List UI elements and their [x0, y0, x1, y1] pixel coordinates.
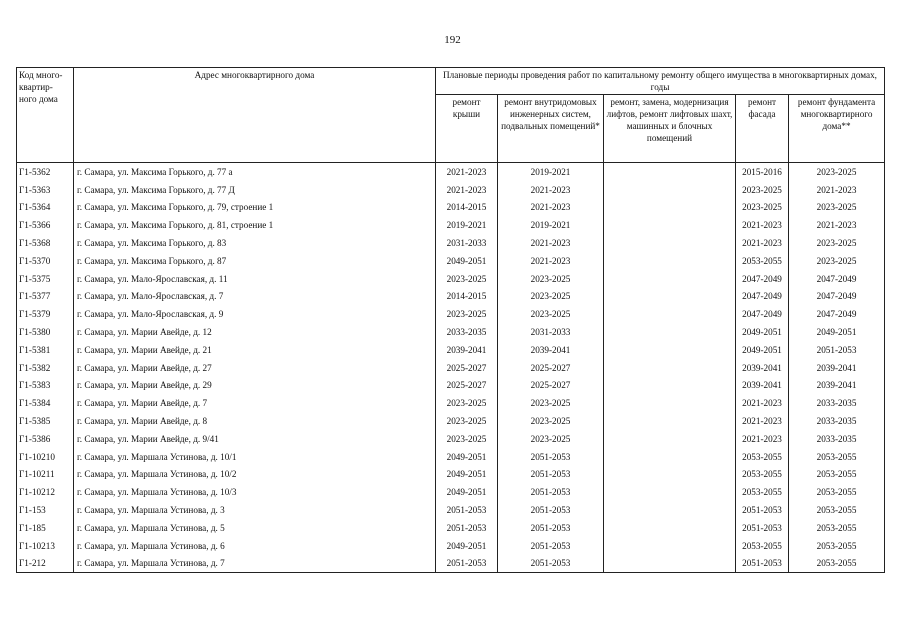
cell-code: Г1-10210 [17, 448, 74, 466]
cell-foundation: 2053-2055 [789, 501, 885, 519]
cell-roof: 2049-2051 [436, 448, 498, 466]
cell-elevators [604, 448, 736, 466]
cell-foundation: 2033-2035 [789, 412, 885, 430]
cell-roof: 2014-2015 [436, 199, 498, 217]
cell-address: г. Самара, ул. Маршала Устинова, д. 10/2 [74, 466, 436, 484]
cell-systems: 2023-2025 [498, 412, 604, 430]
cell-systems: 2023-2025 [498, 270, 604, 288]
cell-systems: 2051-2053 [498, 448, 604, 466]
cell-elevators [604, 234, 736, 252]
cell-address: г. Самара, ул. Максима Горького, д. 79, строение 1 [74, 199, 436, 217]
table-row [17, 234, 885, 252]
cell-facade: 2023-2025 [736, 181, 789, 199]
cell-address: г. Самара, ул. Максима Горького, д. 77 а [74, 163, 436, 181]
cell-address: г. Самара, ул. Максима Горького, д. 77 Д [74, 181, 436, 199]
table-row [17, 199, 885, 217]
cell-roof: 2051-2053 [436, 555, 498, 573]
cell-foundation: 2053-2055 [789, 519, 885, 537]
cell-code: Г1-5381 [17, 341, 74, 359]
cell-facade: 2039-2041 [736, 377, 789, 395]
cell-address: г. Самара, ул. Маршала Устинова, д. 6 [74, 537, 436, 555]
cell-code: Г1-5379 [17, 305, 74, 323]
cell-roof: 2051-2053 [436, 519, 498, 537]
cell-foundation: 2039-2041 [789, 377, 885, 395]
cell-code: Г1-5377 [17, 288, 74, 306]
cell-address: г. Самара, ул. Максима Горького, д. 87 [74, 252, 436, 270]
cell-facade: 2015-2016 [736, 163, 789, 181]
cell-elevators [604, 537, 736, 555]
cell-systems: 2051-2053 [498, 466, 604, 484]
cell-roof: 2049-2051 [436, 466, 498, 484]
cell-systems: 2025-2027 [498, 377, 604, 395]
table-row [17, 430, 885, 448]
cell-facade: 2049-2051 [736, 341, 789, 359]
cell-systems: 2039-2041 [498, 341, 604, 359]
header-code: Код много- квартир- ного дома [17, 68, 74, 163]
table-row [17, 163, 885, 181]
cell-address: г. Самара, ул. Маршала Устинова, д. 3 [74, 501, 436, 519]
table-row [17, 181, 885, 199]
cell-code: Г1-185 [17, 519, 74, 537]
cell-facade: 2021-2023 [736, 216, 789, 234]
header-elevators: ремонт, замена, модернизация лифтов, ремонт лифтовых шахт, машинных и блочных помещений [604, 95, 736, 163]
cell-facade: 2049-2051 [736, 323, 789, 341]
table-row [17, 270, 885, 288]
cell-systems: 2019-2021 [498, 216, 604, 234]
cell-elevators [604, 501, 736, 519]
cell-elevators [604, 394, 736, 412]
cell-facade: 2051-2053 [736, 555, 789, 573]
cell-code: Г1-5363 [17, 181, 74, 199]
cell-address: г. Самара, ул. Марии Авейде, д. 21 [74, 341, 436, 359]
cell-facade: 2021-2023 [736, 394, 789, 412]
cell-facade: 2021-2023 [736, 234, 789, 252]
cell-code: Г1-5364 [17, 199, 74, 217]
cell-systems: 2019-2021 [498, 163, 604, 181]
cell-address: г. Самара, ул. Мало-Ярославская, д. 9 [74, 305, 436, 323]
cell-elevators [604, 163, 736, 181]
cell-foundation: 2053-2055 [789, 537, 885, 555]
cell-facade: 2053-2055 [736, 466, 789, 484]
cell-facade: 2021-2023 [736, 430, 789, 448]
table-row [17, 252, 885, 270]
cell-foundation: 2047-2049 [789, 288, 885, 306]
table-row [17, 555, 885, 573]
cell-foundation: 2053-2055 [789, 466, 885, 484]
cell-elevators [604, 519, 736, 537]
cell-foundation: 2021-2023 [789, 181, 885, 199]
table-row [17, 412, 885, 430]
cell-systems: 2023-2025 [498, 305, 604, 323]
cell-roof: 2039-2041 [436, 341, 498, 359]
table-row [17, 341, 885, 359]
table-row [17, 323, 885, 341]
table-row [17, 501, 885, 519]
cell-facade: 2051-2053 [736, 519, 789, 537]
table-row [17, 288, 885, 306]
cell-foundation: 2051-2053 [789, 341, 885, 359]
cell-code: Г1-10213 [17, 537, 74, 555]
cell-facade: 2053-2055 [736, 252, 789, 270]
cell-foundation: 2053-2055 [789, 448, 885, 466]
cell-systems: 2051-2053 [498, 537, 604, 555]
cell-foundation: 2053-2055 [789, 555, 885, 573]
cell-elevators [604, 466, 736, 484]
cell-code: Г1-5380 [17, 323, 74, 341]
cell-elevators [604, 341, 736, 359]
header-roof: ремонт крыши [436, 95, 498, 163]
page-number: 192 [444, 34, 461, 46]
cell-foundation: 2033-2035 [789, 430, 885, 448]
cell-address: г. Самара, ул. Маршала Устинова, д. 10/3 [74, 483, 436, 501]
cell-roof: 2023-2025 [436, 412, 498, 430]
cell-code: Г1-212 [17, 555, 74, 573]
cell-address: г. Самара, ул. Марии Авейде, д. 9/41 [74, 430, 436, 448]
table-row [17, 483, 885, 501]
cell-code: Г1-5386 [17, 430, 74, 448]
table-row [17, 305, 885, 323]
cell-roof: 2049-2051 [436, 537, 498, 555]
cell-code: Г1-10211 [17, 466, 74, 484]
cell-roof: 2049-2051 [436, 252, 498, 270]
header-periods-group: Плановые периоды проведения работ по капитальному ремонту общего имущества в многоквартирных домах, годы [436, 68, 885, 95]
cell-elevators [604, 199, 736, 217]
cell-foundation: 2047-2049 [789, 270, 885, 288]
header-row-top [17, 68, 885, 95]
cell-facade: 2053-2055 [736, 448, 789, 466]
cell-roof: 2014-2015 [436, 288, 498, 306]
cell-roof: 2019-2021 [436, 216, 498, 234]
cell-facade: 2021-2023 [736, 412, 789, 430]
cell-foundation: 2039-2041 [789, 359, 885, 377]
cell-foundation: 2023-2025 [789, 199, 885, 217]
table-row [17, 377, 885, 395]
cell-foundation: 2023-2025 [789, 252, 885, 270]
cell-code: Г1-5370 [17, 252, 74, 270]
cell-foundation: 2053-2055 [789, 483, 885, 501]
cell-facade: 2051-2053 [736, 501, 789, 519]
cell-facade: 2053-2055 [736, 537, 789, 555]
cell-roof: 2021-2023 [436, 181, 498, 199]
cell-elevators [604, 216, 736, 234]
cell-elevators [604, 412, 736, 430]
cell-elevators [604, 288, 736, 306]
table-row [17, 537, 885, 555]
cell-roof: 2033-2035 [436, 323, 498, 341]
repair-schedule-table [16, 67, 885, 573]
cell-systems: 2031-2033 [498, 323, 604, 341]
cell-foundation: 2033-2035 [789, 394, 885, 412]
table-row [17, 448, 885, 466]
cell-facade: 2047-2049 [736, 305, 789, 323]
cell-systems: 2021-2023 [498, 234, 604, 252]
header-facade: ремонт фасада [736, 95, 789, 163]
cell-roof: 2023-2025 [436, 305, 498, 323]
cell-elevators [604, 430, 736, 448]
cell-foundation: 2047-2049 [789, 305, 885, 323]
cell-facade: 2039-2041 [736, 359, 789, 377]
cell-roof: 2023-2025 [436, 270, 498, 288]
cell-code: Г1-5366 [17, 216, 74, 234]
cell-elevators [604, 323, 736, 341]
cell-systems: 2023-2025 [498, 430, 604, 448]
cell-address: г. Самара, ул. Маршала Устинова, д. 7 [74, 555, 436, 573]
cell-code: Г1-5362 [17, 163, 74, 181]
cell-address: г. Самара, ул. Маршала Устинова, д. 5 [74, 519, 436, 537]
cell-address: г. Самара, ул. Маршала Устинова, д. 10/1 [74, 448, 436, 466]
table-body [17, 163, 885, 573]
cell-systems: 2021-2023 [498, 181, 604, 199]
cell-code: Г1-5384 [17, 394, 74, 412]
cell-roof: 2049-2051 [436, 483, 498, 501]
cell-address: г. Самара, ул. Марии Авейде, д. 27 [74, 359, 436, 377]
cell-facade: 2047-2049 [736, 270, 789, 288]
cell-roof: 2023-2025 [436, 394, 498, 412]
cell-elevators [604, 377, 736, 395]
cell-systems: 2051-2053 [498, 555, 604, 573]
cell-address: г. Самара, ул. Марии Авейде, д. 8 [74, 412, 436, 430]
cell-elevators [604, 270, 736, 288]
cell-address: г. Самара, ул. Мало-Ярославская, д. 7 [74, 288, 436, 306]
cell-facade: 2047-2049 [736, 288, 789, 306]
cell-address: г. Самара, ул. Максима Горького, д. 83 [74, 234, 436, 252]
cell-elevators [604, 181, 736, 199]
cell-facade: 2023-2025 [736, 199, 789, 217]
header-systems: ремонт внутридомовых инженерных систем, подвальных помещений* [498, 95, 604, 163]
cell-code: Г1-5385 [17, 412, 74, 430]
cell-roof: 2031-2033 [436, 234, 498, 252]
cell-elevators [604, 359, 736, 377]
table-row [17, 216, 885, 234]
cell-code: Г1-5368 [17, 234, 74, 252]
cell-roof: 2051-2053 [436, 501, 498, 519]
cell-elevators [604, 555, 736, 573]
header-foundation: ремонт фундамента многоквартирного дома** [789, 95, 885, 163]
cell-systems: 2023-2025 [498, 394, 604, 412]
cell-foundation: 2021-2023 [789, 216, 885, 234]
cell-systems: 2051-2053 [498, 483, 604, 501]
cell-systems: 2023-2025 [498, 288, 604, 306]
cell-code: Г1-5375 [17, 270, 74, 288]
cell-code: Г1-153 [17, 501, 74, 519]
table-row [17, 519, 885, 537]
cell-code: Г1-5383 [17, 377, 74, 395]
cell-elevators [604, 483, 736, 501]
cell-foundation: 2023-2025 [789, 163, 885, 181]
header-address: Адрес многоквартирного дома [74, 68, 436, 163]
cell-address: г. Самара, ул. Марии Авейде, д. 29 [74, 377, 436, 395]
cell-address: г. Самара, ул. Марии Авейде, д. 12 [74, 323, 436, 341]
table-row [17, 466, 885, 484]
cell-elevators [604, 252, 736, 270]
cell-address: г. Самара, ул. Мало-Ярославская, д. 11 [74, 270, 436, 288]
cell-address: г. Самара, ул. Марии Авейде, д. 7 [74, 394, 436, 412]
cell-systems: 2051-2053 [498, 519, 604, 537]
cell-code: Г1-5382 [17, 359, 74, 377]
cell-roof: 2025-2027 [436, 377, 498, 395]
cell-roof: 2021-2023 [436, 163, 498, 181]
cell-elevators [604, 305, 736, 323]
cell-systems: 2021-2023 [498, 252, 604, 270]
cell-address: г. Самара, ул. Максима Горького, д. 81, строение 1 [74, 216, 436, 234]
cell-foundation: 2023-2025 [789, 234, 885, 252]
cell-systems: 2025-2027 [498, 359, 604, 377]
table-row [17, 394, 885, 412]
cell-roof: 2023-2025 [436, 430, 498, 448]
cell-foundation: 2049-2051 [789, 323, 885, 341]
cell-systems: 2021-2023 [498, 199, 604, 217]
cell-code: Г1-10212 [17, 483, 74, 501]
cell-roof: 2025-2027 [436, 359, 498, 377]
cell-facade: 2053-2055 [736, 483, 789, 501]
cell-systems: 2051-2053 [498, 501, 604, 519]
table-row [17, 359, 885, 377]
